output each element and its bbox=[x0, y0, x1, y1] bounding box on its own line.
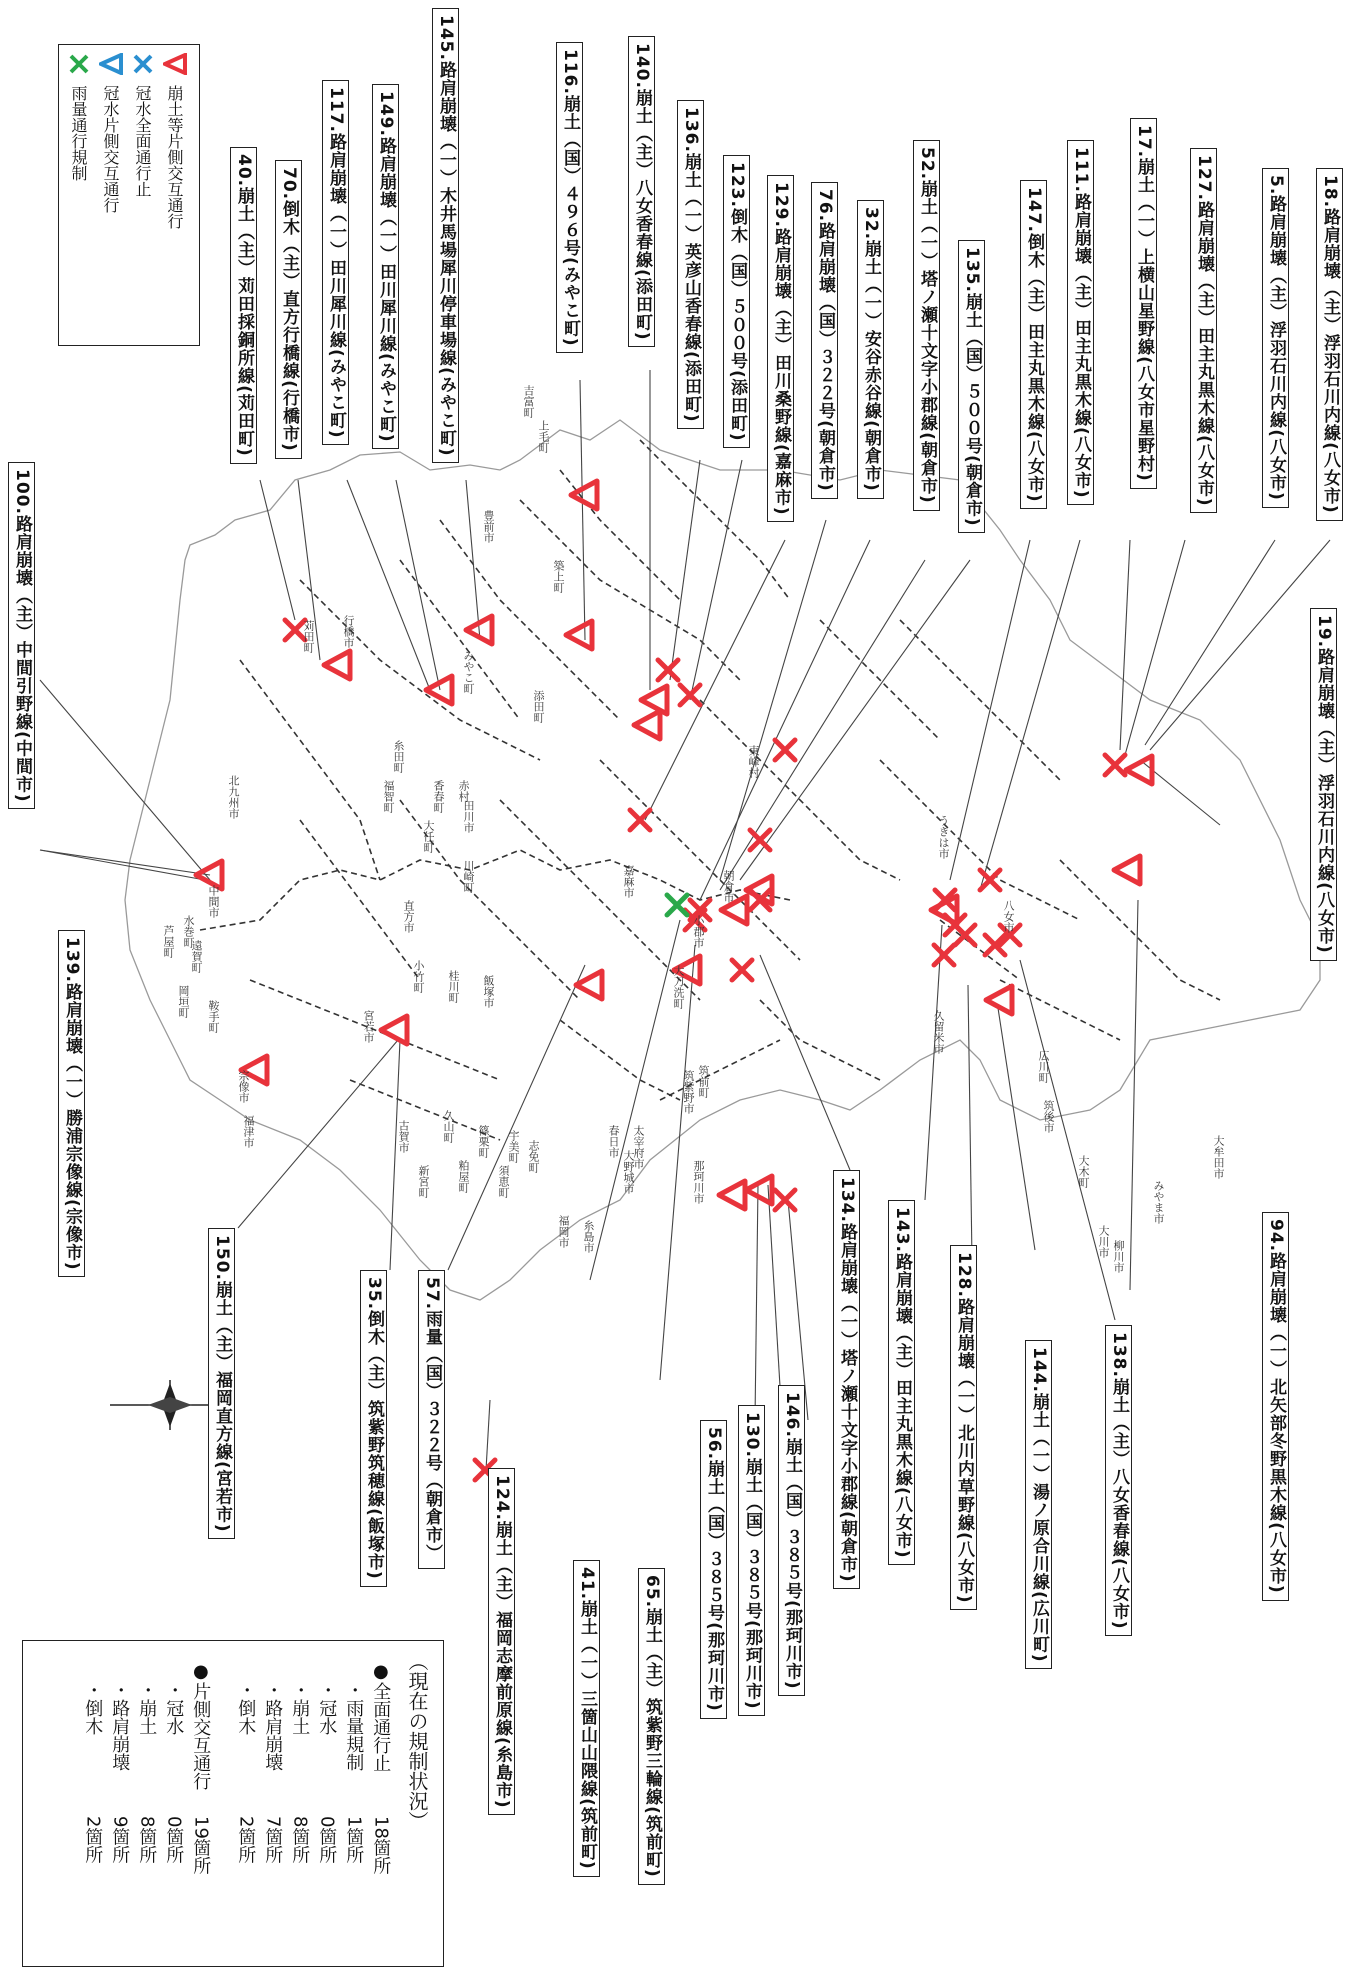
town-name: 水巻町 bbox=[182, 915, 195, 948]
legend-label: 雨量通行規制 bbox=[69, 85, 88, 181]
group2-item-label: ・冠水 bbox=[163, 1681, 185, 1735]
callout-label: 5.路肩崩壊（主）浮羽石川内線(八女市) bbox=[1262, 168, 1289, 508]
town-name: 大刀洗町 bbox=[672, 965, 685, 1009]
town-name: 嘉麻市 bbox=[622, 865, 635, 898]
town-name: 添田町 bbox=[532, 690, 545, 723]
town-name: うきは市 bbox=[937, 815, 950, 859]
callout-label: 56.崩土（国）３８５号(那珂川市) bbox=[700, 1420, 727, 1719]
town-name: 行橋市 bbox=[342, 615, 355, 648]
town-name: 志免町 bbox=[527, 1140, 540, 1173]
red-triangle-marker bbox=[381, 1016, 407, 1044]
town-name: 苅田町 bbox=[302, 620, 315, 653]
town-name: 赤村 bbox=[457, 780, 470, 802]
town-name: 築上町 bbox=[552, 560, 565, 593]
callout-label: 111.路肩崩壊（主）田主丸黒木線(八女市) bbox=[1067, 140, 1094, 505]
callout-label: 149.路肩崩壊（一）田川犀川線(みやこ町) bbox=[372, 84, 399, 449]
town-name: 久山町 bbox=[442, 1110, 455, 1143]
callout-label: 129.路肩崩壊（主）田川桑野線(嘉麻市) bbox=[767, 175, 794, 522]
town-name: 大野城市 bbox=[622, 1150, 635, 1194]
town-name: 大木町 bbox=[1077, 1155, 1090, 1188]
town-name: 大川市 bbox=[1097, 1225, 1110, 1258]
town-name: 鞍手町 bbox=[207, 1000, 220, 1033]
group1-item-label: ・倒木 bbox=[235, 1681, 257, 1735]
town-name: 須恵町 bbox=[497, 1165, 510, 1198]
callout-label: 143.路肩崩壊（主）田主丸黒木線(八女市) bbox=[888, 1200, 915, 1565]
callout-label: 65.崩土（主）筑紫野三輪線(筑前町) bbox=[638, 1568, 665, 1885]
town-name: 糸島市 bbox=[582, 1220, 595, 1253]
town-name: 大任町 bbox=[422, 820, 435, 853]
callout-label: 140.崩土（主）八女香春線(添田町) bbox=[628, 36, 655, 347]
town-name: 春日市 bbox=[607, 1125, 620, 1158]
town-name: 遠賀町 bbox=[190, 940, 203, 973]
green-cross-icon bbox=[67, 53, 91, 75]
callout-label: 76.路肩崩壊（国）３２２号(朝倉市) bbox=[811, 182, 838, 499]
town-name: 筑後市 bbox=[1042, 1100, 1055, 1133]
red-triangle-marker bbox=[719, 1181, 745, 1209]
red-cross-marker bbox=[680, 685, 700, 705]
town-name: 芦屋町 bbox=[162, 925, 175, 958]
callout-label: 150.崩土（主）福岡直方線(宮若市) bbox=[208, 1228, 235, 1539]
town-name: 那珂川市 bbox=[692, 1160, 705, 1204]
town-name: 福津市 bbox=[242, 1115, 255, 1148]
town-name: 福智町 bbox=[382, 780, 395, 813]
town-name: 大牟田市 bbox=[1212, 1135, 1225, 1179]
group1-header-count: 18箇所 bbox=[370, 1816, 392, 1875]
red-triangle-marker bbox=[566, 621, 592, 649]
red-cross-marker bbox=[1105, 755, 1125, 775]
group2-item-label: ・崩土 bbox=[136, 1681, 158, 1735]
group1-header: ●全面通行止 bbox=[370, 1661, 392, 1772]
callout-label: 32.崩土（一）安谷赤谷線(朝倉市) bbox=[857, 200, 884, 499]
red-cross-marker bbox=[775, 1190, 795, 1210]
town-name: 飯塚市 bbox=[482, 975, 495, 1008]
town-name: 宗像市 bbox=[237, 1070, 250, 1103]
callout-label: 17.崩土（一）上横山星野線(八女市星野村) bbox=[1130, 118, 1157, 489]
callout-label: 134.路肩崩壊（一）塔ノ瀬十文字小郡線(朝倉市) bbox=[833, 1170, 860, 1589]
callout-label: 136.崩土（一）英彦山香春線(添田町) bbox=[677, 100, 704, 429]
callout-label: 41.崩土（一）三箇山山隈線(筑前町) bbox=[573, 1560, 600, 1877]
town-name: 八女市 bbox=[1002, 900, 1015, 933]
red-triangle-marker bbox=[571, 481, 597, 509]
town-name: 宇美町 bbox=[507, 1130, 520, 1163]
group1-item-label: ・崩土 bbox=[289, 1681, 311, 1735]
callout-label: 147.倒木（主）田主丸黒木線(八女市) bbox=[1020, 180, 1047, 509]
town-name: 桂川町 bbox=[447, 970, 460, 1003]
town-name: 川崎町 bbox=[462, 860, 475, 893]
town-name: 粕屋町 bbox=[457, 1160, 470, 1193]
town-name: 新宮町 bbox=[417, 1165, 430, 1198]
callout-label: 123.倒木（国）５００号(添田町) bbox=[723, 155, 750, 448]
town-name: 小郡市 bbox=[692, 915, 705, 948]
callout-label: 128.路肩崩壊（一）北川内草野線(八女市) bbox=[950, 1245, 977, 1610]
callout-label: 145.路肩崩壊（一）木井馬場犀川停車場線(みやこ町) bbox=[432, 8, 459, 463]
group1-item-label: ・冠水 bbox=[316, 1681, 338, 1735]
town-name: 朝倉市 bbox=[722, 870, 735, 903]
callout-label: 116.崩土（国）４９６号(みやこ町) bbox=[556, 42, 583, 353]
legend-label: 崩土等片側交互通行 bbox=[165, 85, 184, 229]
town-name: 篠栗町 bbox=[477, 1125, 490, 1158]
callout-label: 144.崩土（一）湯ノ原合川線(広川町) bbox=[1025, 1340, 1052, 1669]
red-triangle-marker bbox=[986, 986, 1012, 1014]
town-name: 東峰村 bbox=[747, 745, 760, 778]
callout-label: 100.路肩崩壊（主）中間引野線(中間市) bbox=[8, 462, 35, 809]
town-name: 直方市 bbox=[402, 900, 415, 933]
town-name: 宮若市 bbox=[362, 1010, 375, 1043]
red-cross-marker bbox=[630, 810, 650, 830]
town-name: 小竹町 bbox=[412, 960, 425, 993]
town-name: 柳川市 bbox=[1112, 1240, 1125, 1273]
group1-item-count: 8箇所 bbox=[289, 1816, 311, 1864]
group1-item-count: 2箇所 bbox=[235, 1816, 257, 1864]
callout-label: 35.倒木（主）筑紫野筑穂線(飯塚市) bbox=[360, 1270, 387, 1587]
red-triangle-marker bbox=[641, 686, 667, 714]
callout-label: 127.路肩崩壊（主）田主丸黒木線(八女市) bbox=[1190, 148, 1217, 513]
town-name: 田川市 bbox=[462, 800, 475, 833]
group2-item-count: 0箇所 bbox=[163, 1816, 185, 1864]
town-name: 太宰府市 bbox=[632, 1125, 645, 1169]
callout-label: 57.雨量（国）３２２号（朝倉市） bbox=[418, 1270, 445, 1569]
group1-item-label: ・雨量規制 bbox=[343, 1681, 365, 1771]
town-name: みやこ町 bbox=[462, 650, 475, 694]
red-cross-marker bbox=[750, 830, 770, 850]
callout-label: 40.崩土（主）苅田採銅所線(苅田町) bbox=[230, 147, 257, 464]
callout-label: 124.崩土（主）福岡志摩前原線(糸島市) bbox=[488, 1468, 515, 1815]
group2-item-count: 2箇所 bbox=[82, 1816, 104, 1864]
callout-label: 135.崩土（国）５００号(朝倉市) bbox=[958, 240, 985, 533]
callout-label: 139.路肩崩壊（一）勝浦宗像線(宗像市) bbox=[58, 930, 85, 1277]
red-cross-marker bbox=[775, 740, 795, 760]
group1-item-count: 1箇所 bbox=[343, 1816, 365, 1864]
legend-label: 冠水片側交互通行 bbox=[101, 85, 120, 213]
summary-title: （現在の規制状況） bbox=[405, 1651, 429, 1831]
callout-label: 117.路肩崩壊（一）田川犀川線(みやこ町) bbox=[322, 80, 349, 445]
group2-item-label: ・路肩崩壊 bbox=[109, 1681, 131, 1771]
callout-label: 18.路肩崩壊（主）浮羽石川内線(八女市) bbox=[1316, 168, 1343, 521]
town-name: 古賀市 bbox=[397, 1120, 410, 1153]
red-cross-marker bbox=[658, 660, 678, 680]
group2-header: ●片側交互通行 bbox=[190, 1661, 212, 1790]
group2-item-count: 8箇所 bbox=[136, 1816, 158, 1864]
legend-box bbox=[58, 44, 200, 346]
town-name: 広川町 bbox=[1037, 1050, 1050, 1083]
town-name: 北九州市 bbox=[227, 775, 240, 819]
red-cross-marker bbox=[732, 960, 752, 980]
callout-label: 138.崩土（主）八女香春線(八女市) bbox=[1105, 1325, 1132, 1636]
callout-label: 19.路肩崩壊（主）浮羽石川内線(八女市) bbox=[1310, 608, 1337, 961]
town-name: 吉富町 bbox=[522, 385, 535, 418]
town-name: 久留米市 bbox=[932, 1010, 945, 1054]
town-name: 香春町 bbox=[432, 780, 445, 813]
town-name: 上毛町 bbox=[537, 420, 550, 453]
group1-item-count: 7箇所 bbox=[262, 1816, 284, 1864]
group2-header-count: 19箇所 bbox=[190, 1816, 212, 1875]
red-triangle-marker bbox=[634, 711, 660, 739]
group1-item-label: ・路肩崩壊 bbox=[262, 1681, 284, 1771]
town-name: 福岡市 bbox=[557, 1215, 570, 1248]
red-cross-marker bbox=[934, 945, 954, 965]
town-name: 糸田町 bbox=[392, 740, 405, 773]
red-triangle-marker bbox=[1126, 756, 1152, 784]
legend-label: 冠水全面通行止 bbox=[133, 85, 152, 197]
town-name: 豊前市 bbox=[482, 510, 495, 543]
group1-item-count: 0箇所 bbox=[316, 1816, 338, 1864]
municipal-boundaries bbox=[200, 440, 1220, 1140]
town-name: 筑前町 bbox=[697, 1065, 710, 1098]
town-name: 中間市 bbox=[207, 885, 220, 918]
callout-label: 70.倒木（主）直方行橋線(行橋市) bbox=[275, 160, 302, 459]
group2-item-label: ・倒木 bbox=[82, 1681, 104, 1735]
green-cross-marker bbox=[667, 895, 687, 915]
town-name: 岡垣町 bbox=[177, 985, 190, 1018]
callout-label: 130.崩土（国）３８５号(那珂川市) bbox=[738, 1405, 765, 1716]
callout-label: 52.崩土（一）塔ノ瀬十文字小郡線(朝倉市) bbox=[913, 140, 940, 511]
town-name: みやま市 bbox=[1152, 1180, 1165, 1224]
blue-cross-icon bbox=[131, 53, 155, 75]
red-triangle-icon bbox=[163, 53, 187, 75]
blue-triangle-icon bbox=[99, 53, 123, 75]
regulation-summary-box bbox=[22, 1640, 444, 1967]
callout-label: 146.崩土（国）３８５号(那珂川市) bbox=[778, 1385, 805, 1696]
red-triangle-marker bbox=[426, 676, 452, 704]
town-name: 筑紫野市 bbox=[682, 1070, 695, 1114]
callout-label: 94.路肩崩壊（一）北矢部冬野黒木線(八女市) bbox=[1262, 1212, 1289, 1601]
red-triangle-marker bbox=[1114, 856, 1140, 884]
group2-item-count: 9箇所 bbox=[109, 1816, 131, 1864]
red-triangle-marker bbox=[324, 651, 350, 679]
